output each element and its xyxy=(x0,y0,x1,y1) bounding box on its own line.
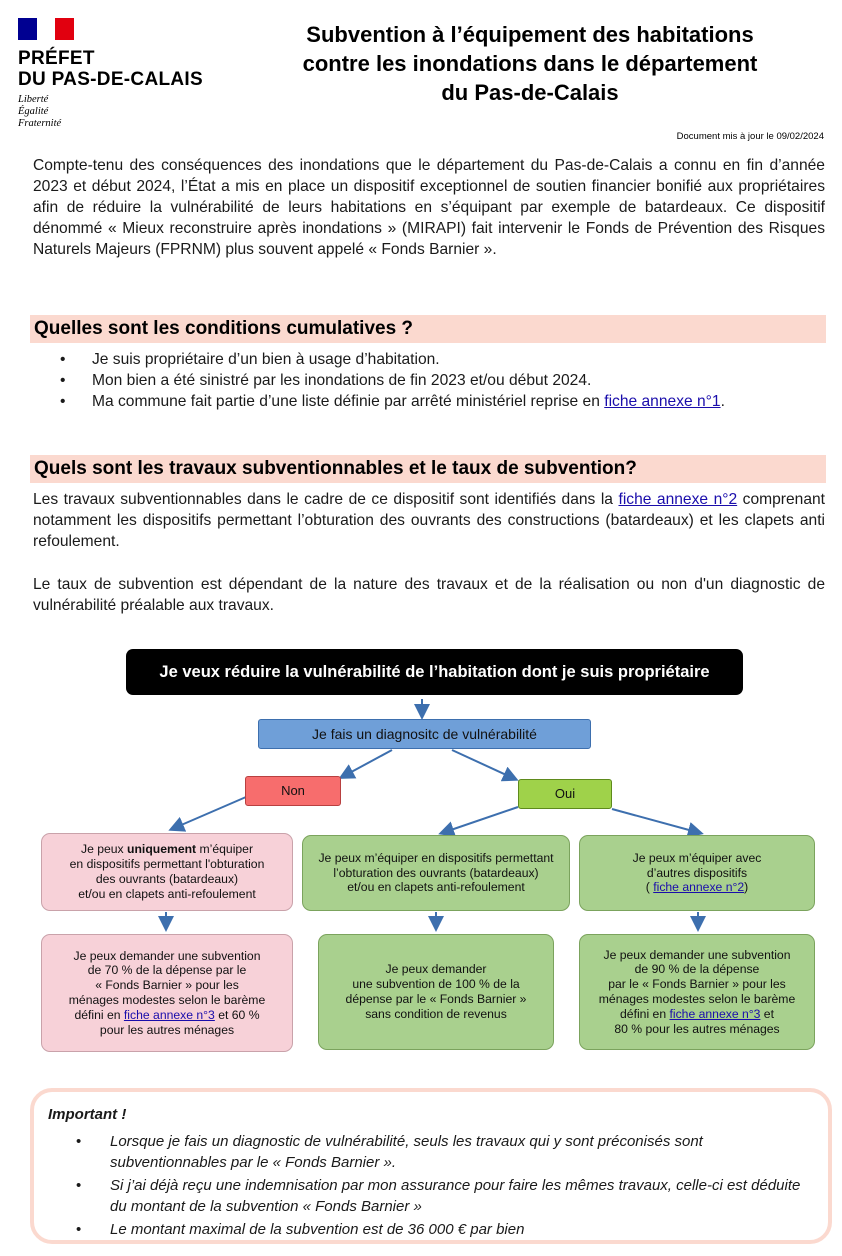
center-mid-line: l’obturation des ouvrants (batardeaux) xyxy=(333,865,539,880)
condition-text: Ma commune fait partie d’une liste définie par arrêté ministériel reprise en xyxy=(92,393,605,410)
title-line-3: du Pas-de-Calais xyxy=(441,80,619,105)
right-bot-line: Je peux demander une subvention xyxy=(603,947,791,962)
center-equipment-box xyxy=(302,835,570,911)
left-bot-line: « Fonds Barnier » pour les xyxy=(95,978,239,993)
rate-paragraph: Le taux de subvention est dépendant de la nature des travaux et de la réalisation ou non d'un diagnostic de vulnérabilité préalable aux travaux. xyxy=(33,576,825,614)
important-title: Important ! xyxy=(48,1106,127,1123)
subsidy-flowchart xyxy=(0,640,842,1060)
important-list xyxy=(76,1132,816,1244)
left-mid-line: et/ou en clapets anti-refoulement xyxy=(78,886,256,901)
prefecture-logo xyxy=(18,18,228,130)
condition-item xyxy=(60,391,825,412)
paren-open: ( xyxy=(645,880,650,895)
arrow-no-to-left xyxy=(172,797,246,829)
right-bot-line: ménages modestes selon le barème xyxy=(598,992,796,1006)
center-bot-line: dépense par le « Fonds Barnier » xyxy=(345,992,527,1006)
condition-text: Je suis propriétaire d’un bien à usage d’habitation. xyxy=(92,351,440,368)
title-line-2: contre les inondations dans le département xyxy=(302,51,758,76)
logo-line-1: PRÉFET xyxy=(18,48,95,69)
condition-item xyxy=(60,370,825,391)
annex-1-link[interactable]: fiche annexe n°1 xyxy=(604,393,721,410)
works-heading: Quels sont les travaux subventionnables et le taux de subvention? xyxy=(30,455,826,483)
left-equipment-box xyxy=(41,833,293,911)
left-mid-bold: uniquement xyxy=(127,842,197,857)
works-text: Les travaux subventionnables dans le cadre de ce dispositif sont identifiés dans la xyxy=(33,491,619,508)
start-box xyxy=(126,649,743,695)
intro-paragraph: Compte-tenu des conséquences des inondations que le département du Pas-de-Calais a connu en fin d’année 2023 et début 2024, l’État a mis en place un dispositif exceptionnel de soutien financier bonifié aux propriétaires afin de réduire la vulnérabilité de leurs habitations en s’équipant par exemple de batardeaux. Ce dispositif dénommé « Mieux reconstruire après inondations » (MIRAPI) fait intervenir le Fonds de Prévention des Risques Naturels Majeurs (FPRNM) plus souvent appelé « Fonds Barnier ». xyxy=(33,157,825,258)
conditions-list xyxy=(60,349,825,412)
logo-title xyxy=(18,48,228,90)
condition-text-end: . xyxy=(720,393,725,410)
condition-text: Mon bien a été sinistré par les inondations de fin 2023 et/ou début 2024. xyxy=(92,372,592,389)
condition-item xyxy=(60,349,825,370)
motto-fraternite: Fraternité xyxy=(18,118,62,129)
yes-box xyxy=(518,779,612,809)
update-note: Document mis à jour le 09/02/2024 xyxy=(676,131,824,142)
motto-liberte: Liberté xyxy=(18,94,49,105)
right-equipment-box xyxy=(579,835,815,911)
no-box xyxy=(245,776,341,806)
right-subsidy-box xyxy=(579,934,815,1050)
center-subsidy-box xyxy=(318,934,554,1050)
left-mid-text: Je peux xyxy=(80,842,128,857)
right-bot-text: défini en xyxy=(620,1006,670,1021)
right-mid-line: Je peux m’équiper avec xyxy=(632,850,762,865)
left-bot-line: ménages modestes selon le barème xyxy=(68,993,266,1007)
works-text-end: comprenant notamment les dispositifs permettant l’obturation des ouvrants des constructions (batardeaux) et les clapets anti refoulement. xyxy=(33,491,825,550)
no-text: Non xyxy=(281,782,305,798)
center-bot-line: une subvention de 100 % de la xyxy=(352,977,520,992)
important-item: • Si j’ai déjà reçu une indemnisation par mon assurance pour faire les mêmes travaux, celle-ci est déduite du montant de la subvention « Fonds Barnier » xyxy=(76,1176,816,1217)
center-bot-line: Je peux demander xyxy=(385,962,487,977)
important-item: • Lorsque je fais un diagnostic de vulnérabilité, seuls les travaux qui y sont préconisés sont subventionnables par le « Fonds Barnier ». xyxy=(76,1132,816,1173)
center-mid-line: Je peux m’équiper en dispositifs permettant xyxy=(318,850,554,865)
left-bot-text: et 60 % xyxy=(214,1007,260,1022)
center-mid-line: et/ou en clapets anti-refoulement xyxy=(347,880,525,895)
works-paragraph xyxy=(33,489,825,552)
diagnostic-box xyxy=(258,719,591,749)
paren-close: ) xyxy=(744,880,749,895)
right-mid-line: d’autres dispositifs xyxy=(646,865,748,880)
left-bot-line: pour les autres ménages xyxy=(99,1022,235,1037)
yes-text: Oui xyxy=(554,785,576,801)
left-mid-line: des ouvrants (batardeaux) xyxy=(95,872,239,886)
title-line-1: Subvention à l’équipement des habitations xyxy=(306,22,754,47)
annex-3-flow-link-left[interactable]: fiche annexe n°3 xyxy=(123,1007,215,1022)
arrow-yes-to-right xyxy=(612,809,700,833)
left-mid-line: en dispositifs permettant l'obturation xyxy=(69,857,265,872)
arrow-to-yes xyxy=(452,750,515,779)
left-bot-line: de 70 % de la dépense par le xyxy=(87,963,247,978)
arrow-to-no xyxy=(342,750,392,777)
left-bot-line: Je peux demander une subvention xyxy=(73,948,261,963)
motto-egalite: Égalité xyxy=(18,106,49,117)
right-bot-line: de 90 % de la dépense xyxy=(634,962,760,977)
annex-3-flow-link-right[interactable]: fiche annexe n°3 xyxy=(669,1006,761,1021)
left-mid-text: m’équiper xyxy=(196,842,254,857)
conditions-heading: Quelles sont les conditions cumulatives ? xyxy=(30,315,826,343)
arrow-yes-to-center xyxy=(442,807,518,833)
diagnostic-text: Je fais un diagnositc de vulnérabilité xyxy=(312,725,537,742)
logo-line-2: DU PAS-DE-CALAIS xyxy=(18,69,203,90)
annex-2-link[interactable]: fiche annexe n°2 xyxy=(618,491,738,508)
document-title xyxy=(240,20,820,107)
republic-motto xyxy=(18,94,228,130)
right-bot-line: par le « Fonds Barnier » pour les xyxy=(608,977,786,992)
left-subsidy-box xyxy=(41,934,293,1052)
start-text: Je veux réduire la vulnérabilité de l’habitation dont je suis propriétaire xyxy=(159,662,710,681)
french-flag-icon xyxy=(18,18,74,40)
important-box xyxy=(30,1088,832,1244)
important-item: • Le montant maximal de la subvention est de 36 000 € par bien xyxy=(76,1220,816,1241)
left-bot-text: défini en xyxy=(74,1007,124,1022)
annex-2-flow-link[interactable]: fiche annexe n°2 xyxy=(653,880,745,895)
right-bot-text: et xyxy=(760,1006,774,1021)
center-bot-line: sans condition de revenus xyxy=(365,1006,507,1021)
right-bot-line: 80 % pour les autres ménages xyxy=(614,1021,780,1036)
